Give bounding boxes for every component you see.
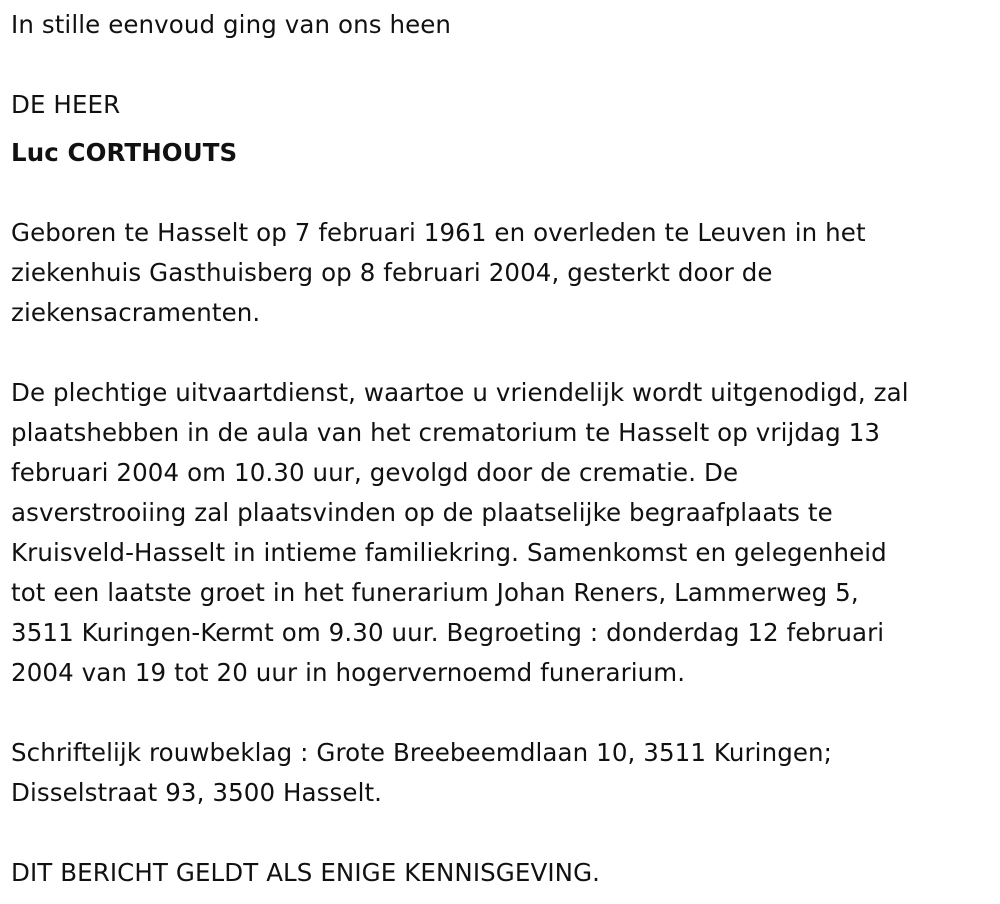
title-line: DE HEER — [11, 90, 121, 119]
intro-line: In stille eenvoud ging van ons heen — [11, 10, 452, 39]
service-paragraph-line: tot een laatste groet in het funerarium Johan Reners, Lammerweg 5, — [11, 578, 859, 607]
closing-line: DIT BERICHT GELDT ALS ENIGE KENNISGEVING. — [11, 858, 601, 887]
deceased-name: Luc CORTHOUTS — [11, 138, 238, 167]
service-paragraph-line: plaatshebben in de aula van het crematorium te Hasselt op vrijdag 13 — [11, 418, 881, 447]
service-paragraph-line: februari 2004 om 10.30 uur, gevolgd door de crematie. De — [11, 458, 739, 487]
condolence-paragraph-line: Disselstraat 93, 3500 Hasselt. — [11, 778, 383, 807]
condolence-paragraph-line: Schriftelijk rouwbeklag : Grote Breebeemdlaan 10, 3511 Kuringen; — [11, 738, 833, 767]
service-paragraph-line: De plechtige uitvaartdienst, waartoe u vriendelijk wordt uitgenodigd, zal — [11, 378, 909, 407]
service-paragraph-line: 2004 van 19 tot 20 uur in hogervernoemd funerarium. — [11, 658, 686, 687]
service-paragraph-line: Kruisveld-Hasselt in intieme familiekring. Samenkomst en gelegenheid — [11, 538, 887, 567]
birth-paragraph-line: ziekenhuis Gasthuisberg op 8 februari 2004, gesterkt door de — [11, 258, 773, 287]
service-paragraph-line: asverstrooiing zal plaatsvinden op de plaatselijke begraafplaats te — [11, 498, 833, 527]
birth-paragraph-line: Geboren te Hasselt op 7 februari 1961 en overleden te Leuven in het — [11, 218, 866, 247]
service-paragraph-line: 3511 Kuringen-Kermt om 9.30 uur. Begroeting : donderdag 12 februari — [11, 618, 885, 647]
birth-paragraph-line: ziekensacramenten. — [11, 298, 261, 327]
